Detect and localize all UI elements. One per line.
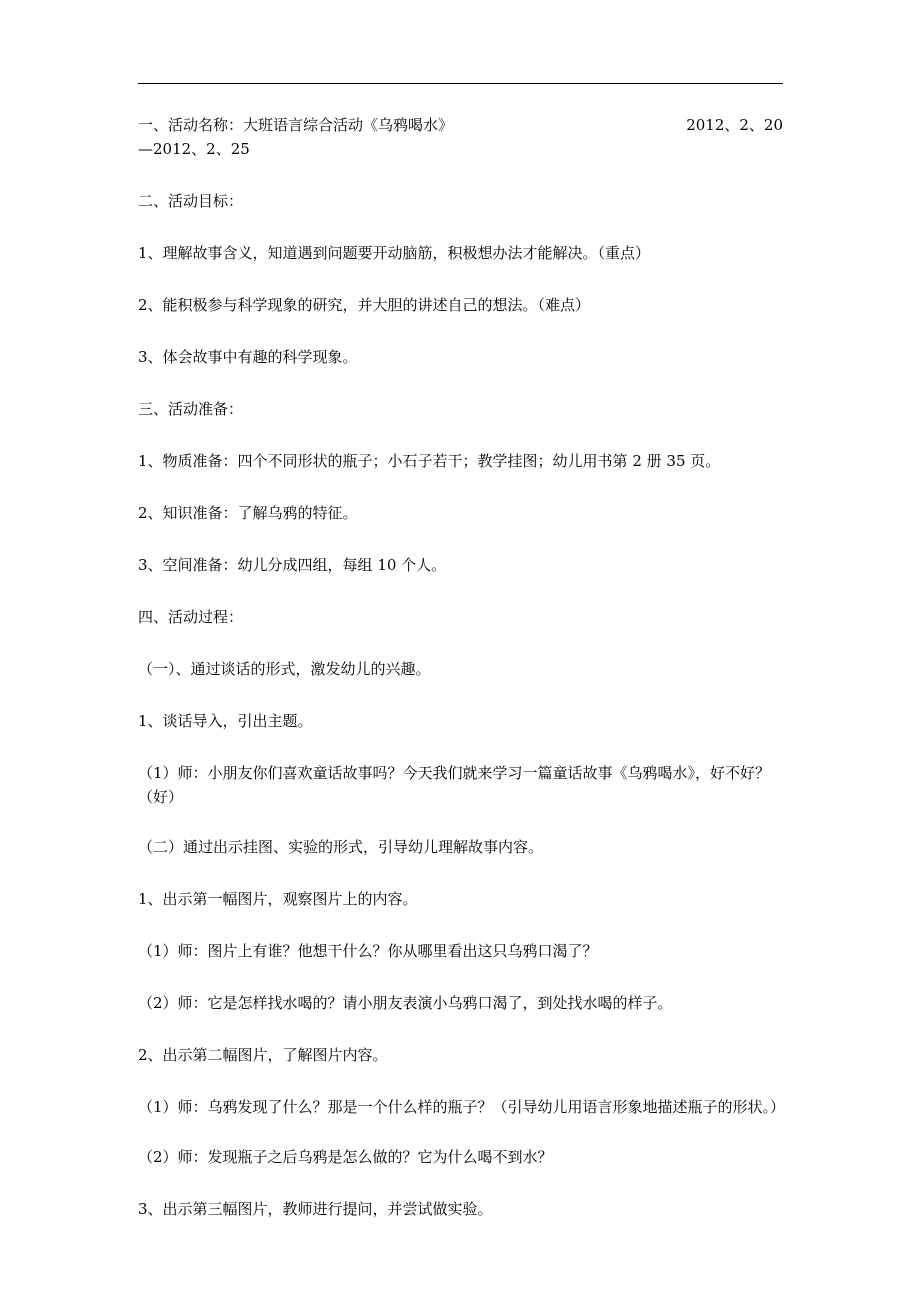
process-subheading: （二）通过出示挂图、实验的形式，引导幼儿理解故事内容。 bbox=[138, 838, 544, 856]
preparation-item: 1、物质准备：四个不同形状的瓶子；小石子若干；教学挂图；幼儿用书第 2 册 35 页。 bbox=[138, 452, 721, 470]
goal-item: 1、理解故事含义，知道遇到问题要开动脑筋，积极想办法才能解决。（重点） bbox=[138, 244, 651, 262]
process-step: 3、出示第三幅图片，教师进行提问，并尝试做实验。 bbox=[138, 1200, 493, 1218]
goal-item: 2、能积极参与科学现象的研究，并大胆的讲述自己的想法。（难点） bbox=[138, 296, 591, 314]
process-subheading: （一）、通过谈话的形式，激发幼儿的兴趣。 bbox=[138, 660, 431, 678]
process-dialogue: （2）师：它是怎样找水喝的？请小朋友表演小乌鸦口渴了，到处找水喝的样子。 bbox=[138, 994, 673, 1012]
process-dialogue: （1）师：图片上有谁？他想干什么？你从哪里看出这只乌鸦口渴了？ bbox=[138, 942, 598, 960]
section-heading-preparation: 三、活动准备： bbox=[138, 400, 244, 418]
goal-item: 3、体会故事中有趣的科学现象。 bbox=[138, 348, 358, 366]
section-heading-goals: 二、活动目标： bbox=[138, 192, 244, 210]
process-dialogue: （1）师：小朋友你们喜欢童话故事吗？今天我们就来学习一篇童话故事《乌鸦喝水》，好不好？（好） bbox=[138, 764, 771, 806]
preparation-item: 3、空间准备：幼儿分成四组，每组 10 个人。 bbox=[138, 556, 447, 574]
process-step: 1、谈话导入，引出主题。 bbox=[138, 712, 313, 730]
process-dialogue: （1）师：乌鸦发现了什么？那是一个什么样的瓶子？（引导幼儿用语言形象地描述瓶子的形状。） bbox=[138, 1098, 786, 1116]
header-rule bbox=[138, 83, 783, 84]
activity-title-block bbox=[138, 113, 783, 161]
activity-date-end: —2012、2、25 bbox=[138, 140, 250, 158]
activity-title: 一、活动名称：大班语言综合活动《乌鸦喝水》 bbox=[138, 116, 454, 134]
preparation-item: 2、知识准备：了解乌鸦的特征。 bbox=[138, 504, 358, 522]
section-heading-process: 四、活动过程： bbox=[138, 608, 244, 626]
activity-date-start: 2012、2、20 bbox=[686, 116, 783, 134]
process-dialogue: （2）师：发现瓶子之后乌鸦是怎么做的？它为什么喝不到水？ bbox=[138, 1148, 553, 1166]
process-step: 1、出示第一幅图片，观察图片上的内容。 bbox=[138, 890, 418, 908]
process-step: 2、出示第二幅图片，了解图片内容。 bbox=[138, 1046, 388, 1064]
document-body bbox=[138, 113, 786, 1249]
